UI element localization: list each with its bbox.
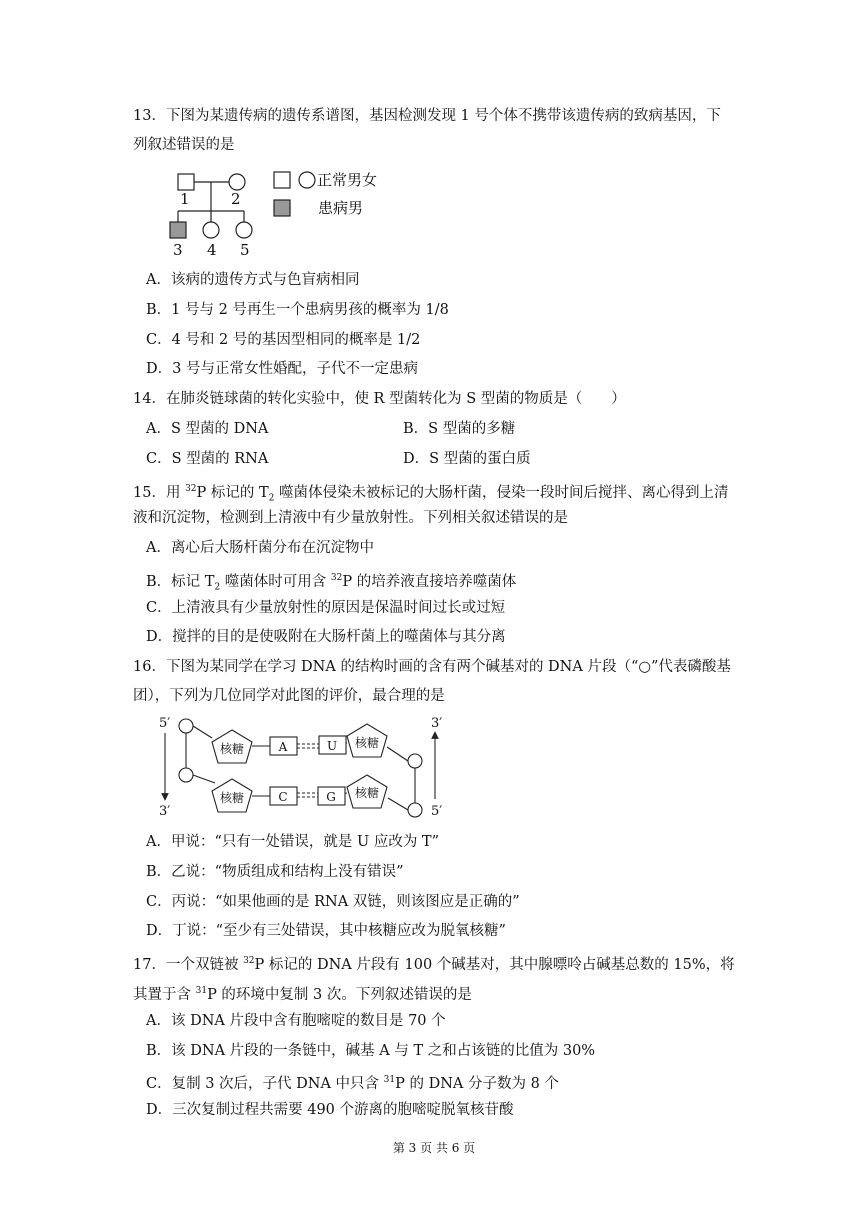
q15-option-c: C．上清液具有少量放射性的原因是保温时间过长或过短 — [146, 600, 506, 616]
individual-2-female — [229, 174, 245, 190]
base-a-label: A — [278, 740, 288, 754]
end-3-left: 3′ — [159, 804, 171, 819]
sugar-label-top-right: 核糖 — [354, 736, 380, 750]
q15-option-b: B．标记 $T_2$ 噬菌体时可用含 $^{32}$P 的培养液直接培养噬菌体 — [146, 573, 517, 593]
label-3: 3 — [173, 241, 183, 259]
phosphate-top-left — [179, 719, 193, 733]
base-c-label: C — [278, 790, 288, 804]
q13-option-c: C．4 号和 2 号的基因型相同的概率是 1/2 — [146, 332, 421, 348]
q16-option-a: A．甲说：“只有一处错误，就是 U 应改为 T” — [146, 834, 440, 850]
q13-stem-line1: 13．下图为某遗传病的遗传系谱图，基因检测发现 1 号个体不携带该遗传病的致病基因，下 — [133, 108, 721, 124]
q14-option-d: D．S 型菌的蛋白质 — [403, 451, 531, 467]
legend-affected-male-symbol — [274, 200, 290, 216]
phosphate-top-right — [408, 754, 422, 768]
q16-option-d: D．丁说：“至少有三处错误，其中核糖应改为脱氧核糖” — [146, 923, 506, 939]
q16-option-b: B．乙说：“物质组成和结构上没有错误” — [146, 864, 404, 880]
legend-normal-male-symbol — [274, 172, 290, 188]
base-g-label: G — [326, 790, 336, 804]
phosphate-bottom-right — [408, 803, 422, 817]
q15-stem-line2: 液和沉淀物，检测到上清液中有少量放射性。下列相关叙述错误的是 — [133, 510, 568, 526]
dna-structure-diagram — [155, 713, 455, 823]
q17-stem-line2: 其置于含 $^{31}$P 的环境中复制 3 次。下列叙述错误的是 — [133, 986, 472, 1003]
q16-option-c: C．丙说：“如果他画的是 RNA 双链，则该图应是正确的” — [146, 894, 520, 910]
q15-stem-line1: 15．用 $^{32}$P 标记的 $T_2$ 噬菌体侵染未被标记的大肠杆菌，侵染一段时间后搅拌、离心得到上清 — [133, 484, 729, 504]
q14-option-b: B．S 型菌的多糖 — [403, 421, 516, 437]
individual-5-female — [236, 222, 252, 238]
q16-stem-line2: 团），下列为几位同学对此图的评价，最合理的是 — [133, 688, 445, 704]
q14-option-c: C．S 型菌的 RNA — [146, 451, 269, 467]
end-3-right: 3′ — [431, 716, 443, 731]
individual-3-affected-male — [170, 222, 186, 238]
q13-option-a: A．该病的遗传方式与色盲病相同 — [146, 272, 360, 288]
individual-4-female — [203, 222, 219, 238]
q14-stem: 14．在肺炎链球菌的转化实验中，使 R 型菌转化为 S 型菌的物质是（ ） — [133, 391, 626, 407]
q17-stem-line1: 17．一个双链被 $^{32}$P 标记的 DNA 片段有 100 个碱基对，其中腺嘌呤占碱基总数的 15%，将 — [133, 956, 735, 973]
q17-option-b: B．该 DNA 片段的一条链中，碱基 A 与 T 之和占该链的比值为 30% — [146, 1043, 596, 1059]
q14-option-a: A．S 型菌的 DNA — [146, 421, 269, 437]
phosphate-bottom-left — [179, 768, 193, 782]
sugar-label-bottom-right: 核糖 — [354, 786, 380, 800]
sugar-label-bottom-left: 核糖 — [219, 791, 245, 805]
legend-affected-label: 患病男 — [318, 199, 364, 217]
label-5: 5 — [240, 241, 250, 259]
individual-1-male — [178, 174, 194, 190]
end-5-right: 5′ — [431, 804, 443, 819]
legend-normal-label: 正常男女 — [317, 171, 378, 189]
sugar-label-top-left: 核糖 — [219, 742, 245, 756]
q15-option-a: A．离心后大肠杆菌分布在沉淀物中 — [146, 540, 374, 556]
legend-normal-female-symbol — [299, 172, 315, 188]
pedigree-chart — [165, 163, 405, 263]
q13-option-b: B．1 号与 2 号再生一个患病男孩的概率为 1/8 — [146, 302, 449, 318]
q17-option-a: A．该 DNA 片段中含有胞嘧啶的数目是 70 个 — [146, 1013, 446, 1029]
base-u-label: U — [326, 739, 338, 753]
label-1: 1 — [180, 190, 190, 208]
q16-stem-line1: 16．下图为某同学在学习 DNA 的结构时画的含有两个碱基对的 DNA 片段（“○”代表磷酸基 — [133, 659, 731, 675]
end-5-left: 5′ — [159, 716, 171, 731]
q13-option-d: D．3 号与正常女性婚配，子代不一定患病 — [146, 361, 418, 377]
q17-option-c: C．复制 3 次后，子代 DNA 中只含 $^{31}$P 的 DNA 分子数为 8 个 — [146, 1075, 559, 1092]
q13-stem-line2: 列叙述错误的是 — [133, 137, 235, 153]
q15-option-d: D．搅拌的目的是使吸附在大肠杆菌上的噬菌体与其分离 — [146, 629, 506, 645]
page-footer: 第 3 页 共 6 页 — [392, 1141, 476, 1155]
label-4: 4 — [207, 241, 217, 259]
label-2: 2 — [231, 190, 241, 208]
q17-option-d: D．三次复制过程共需要 490 个游离的胞嘧啶脱氧核苷酸 — [146, 1102, 514, 1118]
